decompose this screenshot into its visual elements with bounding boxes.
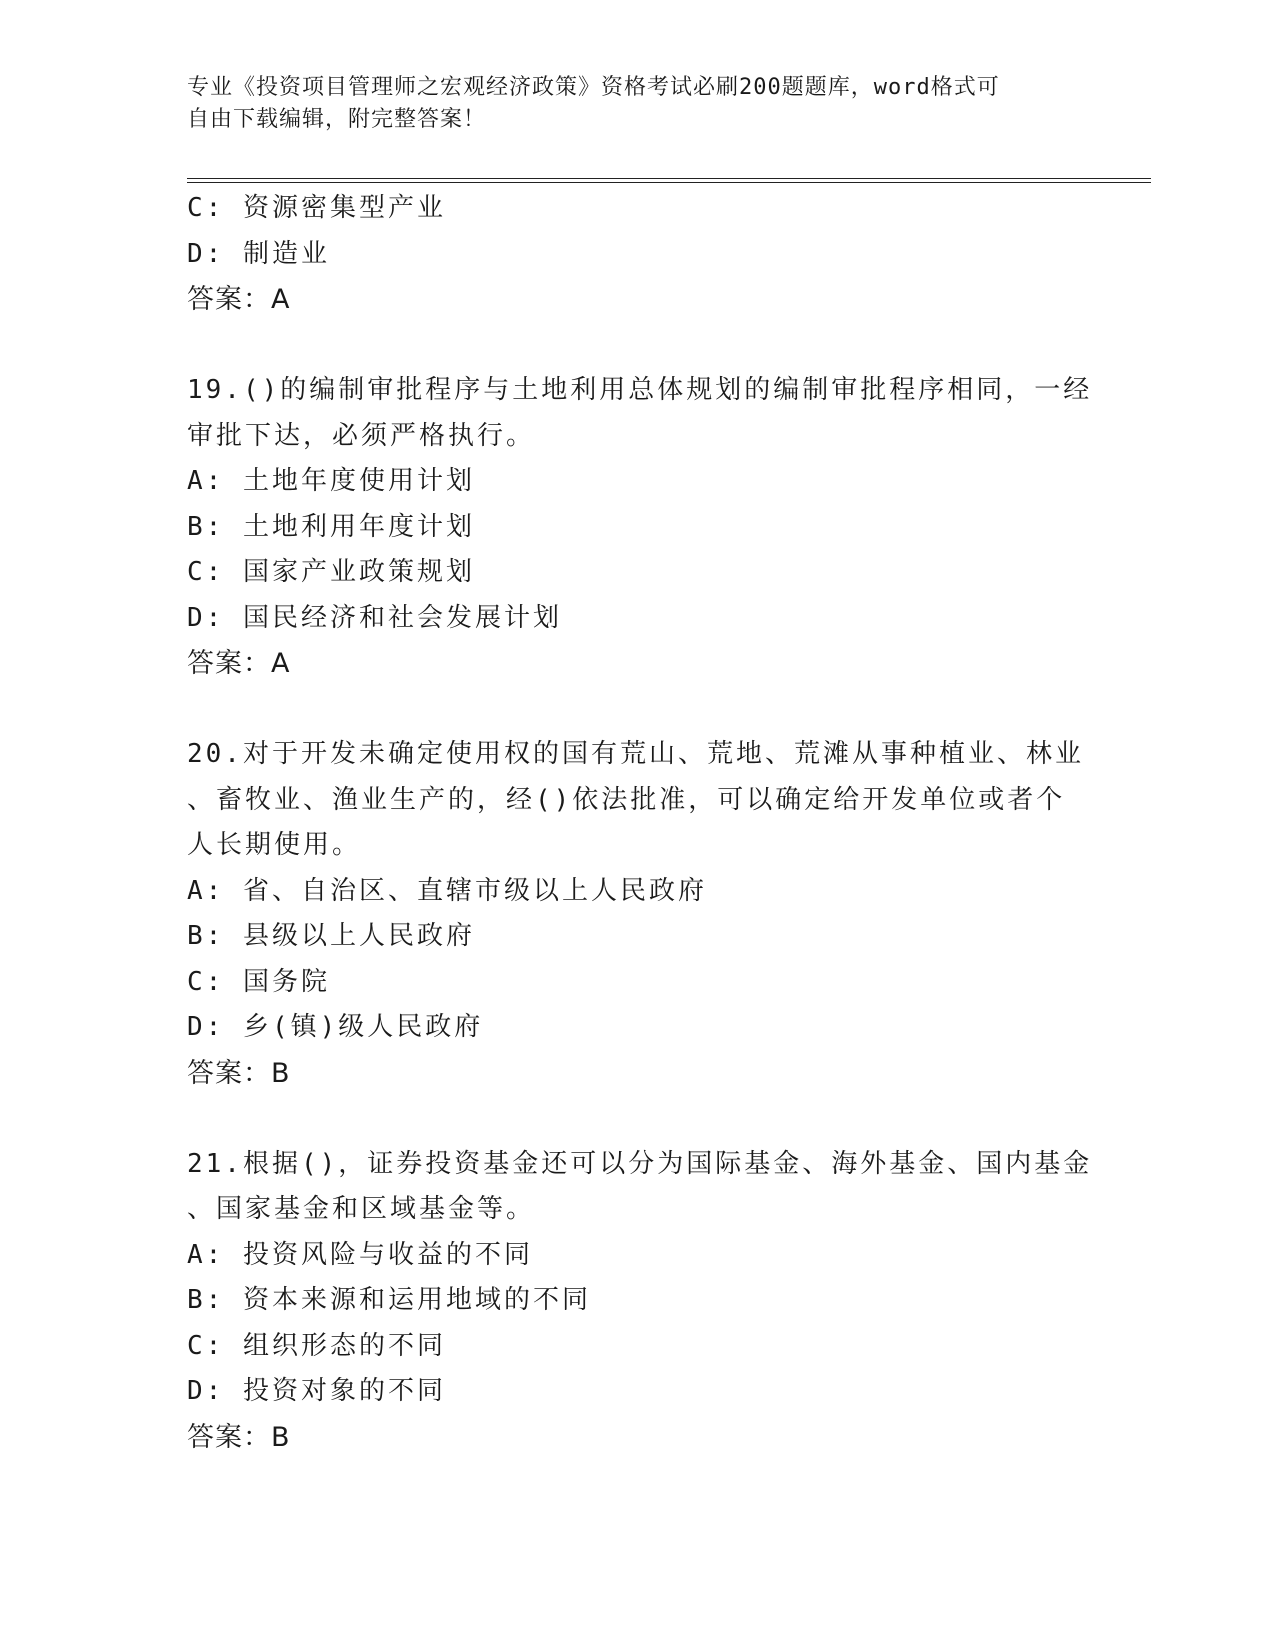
header-title-line-2: 自由下载编辑，附完整答案！: [187, 107, 487, 132]
answer-line: 答案：B: [187, 1057, 291, 1089]
option-a: A: 投资风险与收益的不同: [187, 1239, 533, 1270]
option-c: C: 国家产业政策规划: [187, 557, 475, 587]
question-stem-line: 20.对于开发未确定使用权的国有荒山、荒地、荒滩从事种植业、林业: [187, 739, 1084, 769]
option-c: C: 国务院: [187, 966, 330, 997]
question-20: [187, 732, 1087, 1096]
option-d: D: 乡(镇)级人民政府: [187, 1012, 484, 1042]
question-stem-line: 人长期使用。: [187, 830, 362, 860]
option-a: A: 省、自治区、直辖市级以上人民政府: [187, 875, 707, 906]
answer-line: 答案：A: [187, 648, 291, 679]
option-b: B: 资本来源和运用地域的不同: [187, 1285, 591, 1315]
option-d: D: 投资对象的不同: [187, 1376, 446, 1406]
option-d: D: 制造业: [187, 238, 330, 269]
question-stem-line: 审批下达，必须严格执行。: [187, 420, 536, 451]
header-title-line-1: 专业《投资项目管理师之宏观经济政策》资格考试必刷200题题库，word格式可: [187, 75, 1000, 100]
page-content: [187, 186, 1093, 1460]
spacer: [187, 687, 1087, 733]
option-b: B: 土地利用年度计划: [187, 511, 475, 542]
option-c: C: 组织形态的不同: [187, 1330, 446, 1361]
prev-question-block: [187, 186, 1087, 323]
answer-line: 答案：A: [187, 284, 291, 315]
question-19: [187, 368, 1093, 687]
question-21: [187, 1142, 1093, 1461]
page-header: [187, 72, 1067, 136]
spacer: [187, 1096, 1087, 1142]
header-divider: [187, 178, 1151, 183]
question-stem-line: 、国家基金和区域基金等。: [187, 1194, 536, 1224]
option-c: C: 资源密集型产业: [187, 193, 446, 223]
question-stem-line: 19.()的编制审批程序与土地利用总体规划的编制审批程序相同，一经: [187, 375, 1093, 405]
question-stem-line: 、畜牧业、渔业生产的，经()依法批准，可以确定给开发单位或者个: [187, 784, 1066, 815]
question-stem-line: 21.根据()，证券投资基金还可以分为国际基金、海外基金、国内基金: [187, 1148, 1093, 1179]
answer-line: 答案：B: [187, 1421, 291, 1453]
spacer: [187, 323, 1087, 369]
option-d: D: 国民经济和社会发展计划: [187, 602, 562, 633]
option-a: A: 土地年度使用计划: [187, 466, 475, 496]
option-b: B: 县级以上人民政府: [187, 921, 475, 951]
